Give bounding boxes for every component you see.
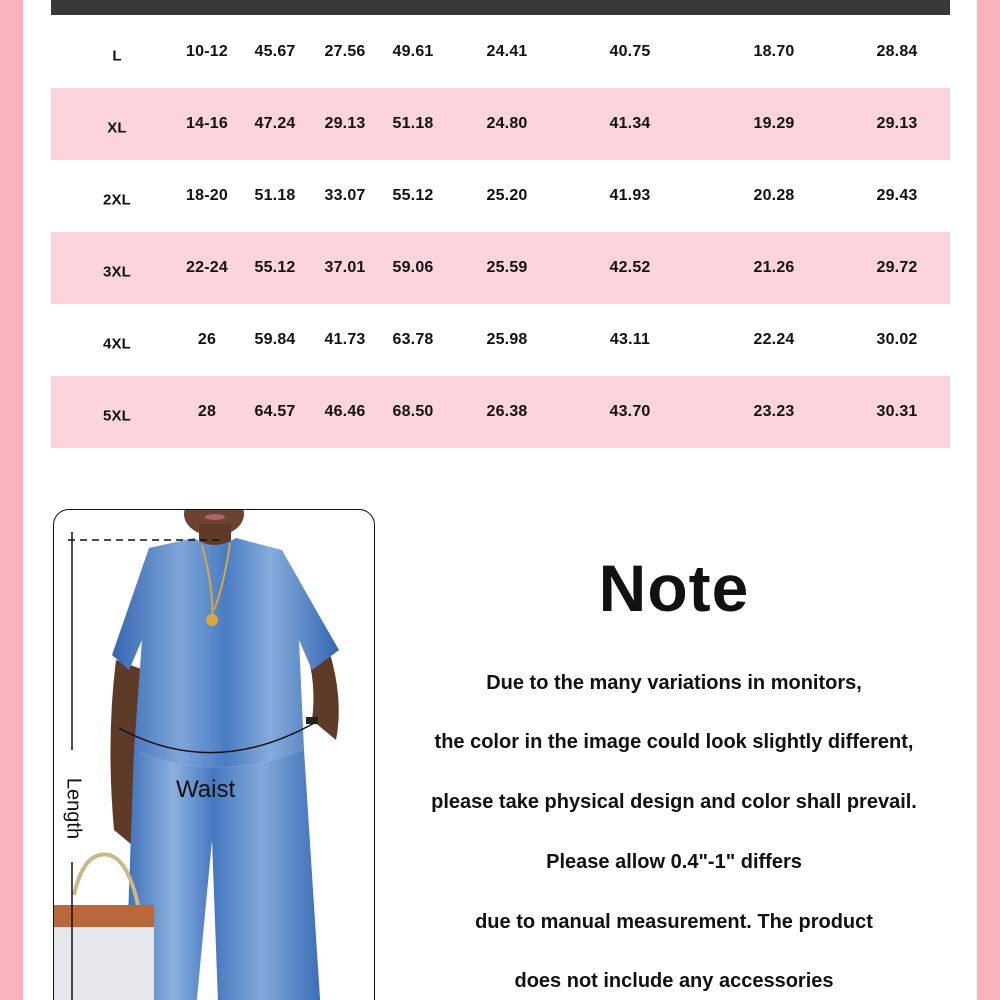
table-row: [51, 16, 950, 88]
note-line: please take physical design and color shall prevail.: [431, 791, 917, 813]
size-cell: L: [112, 47, 122, 65]
size-cell: 2XL: [102, 191, 132, 209]
size-cell: 4XL: [102, 335, 132, 353]
measure-cell: 19.29: [753, 115, 795, 132]
table-row: [51, 376, 950, 448]
size-chart-table: [51, 16, 950, 448]
measure-cell: 55.12: [254, 259, 296, 276]
measure-cell: 23.23: [753, 403, 795, 420]
measure-cell: 20.28: [753, 187, 795, 204]
measure-cell: 41.34: [609, 115, 651, 132]
measure-cell: 25.98: [486, 331, 528, 348]
measure-cell: 64.57: [254, 403, 296, 420]
size-cell: 3XL: [102, 263, 132, 281]
measure-cell: 29.13: [876, 115, 918, 132]
measure-cell: 59.84: [254, 331, 296, 348]
measure-cell: 30.02: [876, 331, 918, 348]
length-label: Length: [62, 777, 85, 840]
waist-label: Waist: [176, 776, 236, 803]
measure-cell: 40.75: [609, 43, 651, 60]
note-line: does not include any accessories: [514, 970, 834, 992]
us-size-cell: 26: [197, 331, 217, 348]
measure-cell: 45.67: [254, 43, 296, 60]
measure-cell: 29.72: [876, 259, 918, 276]
measure-cell: 21.26: [753, 259, 795, 276]
model-measurement-card: [53, 509, 375, 1000]
table-row: [51, 304, 950, 376]
measure-cell: 25.59: [486, 259, 528, 276]
note-title: Note: [598, 551, 750, 625]
table-header-bar: [51, 0, 950, 15]
us-size-cell: 28: [197, 403, 217, 420]
us-size-cell: 14-16: [186, 115, 228, 132]
table-row: [51, 232, 950, 304]
table-row: [51, 88, 950, 160]
measure-cell: 51.18: [254, 187, 296, 204]
measure-cell: 46.46: [324, 403, 366, 420]
measure-cell: 43.70: [609, 403, 651, 420]
measure-cell: 63.78: [392, 331, 434, 348]
measure-cell: 25.20: [486, 187, 528, 204]
measure-cell: 68.50: [392, 403, 434, 420]
note-line: Due to the many variations in monitors,: [486, 672, 862, 694]
measure-cell: 26.38: [486, 403, 528, 420]
measure-cell: 59.06: [392, 259, 434, 276]
measure-cell: 24.80: [486, 115, 528, 132]
measure-cell: 18.70: [753, 43, 795, 60]
measure-cell: 37.01: [324, 259, 366, 276]
measure-cell: 42.52: [609, 259, 651, 276]
measure-cell: 27.56: [324, 43, 366, 60]
measure-cell: 24.41: [486, 43, 528, 60]
measure-cell: 47.24: [254, 115, 296, 132]
measure-cell: 30.31: [876, 403, 918, 420]
us-size-cell: 22-24: [186, 259, 228, 276]
measure-cell: 22.24: [753, 331, 795, 348]
measure-cell: 55.12: [392, 187, 434, 204]
note-line: Please allow 0.4"-1" differs: [546, 851, 802, 873]
size-cell: XL: [107, 119, 127, 137]
size-cell: 5XL: [102, 407, 132, 425]
measure-cell: 29.43: [876, 187, 918, 204]
note-line: the color in the image could look slightly different,: [434, 731, 914, 753]
measure-cell: 29.13: [324, 115, 366, 132]
note-line: due to manual measurement. The product: [475, 911, 873, 933]
measure-cell: 28.84: [876, 43, 918, 60]
measure-cell: 43.11: [609, 331, 651, 348]
model-photo-illustration: [54, 510, 375, 1000]
measure-cell: 49.61: [392, 43, 434, 60]
measure-cell: 51.18: [392, 115, 434, 132]
us-size-cell: 10-12: [186, 43, 228, 60]
measure-cell: 41.73: [324, 331, 366, 348]
table-row: [51, 160, 950, 232]
measure-cell: 33.07: [324, 187, 366, 204]
measure-cell: 41.93: [609, 187, 651, 204]
us-size-cell: 18-20: [186, 187, 228, 204]
